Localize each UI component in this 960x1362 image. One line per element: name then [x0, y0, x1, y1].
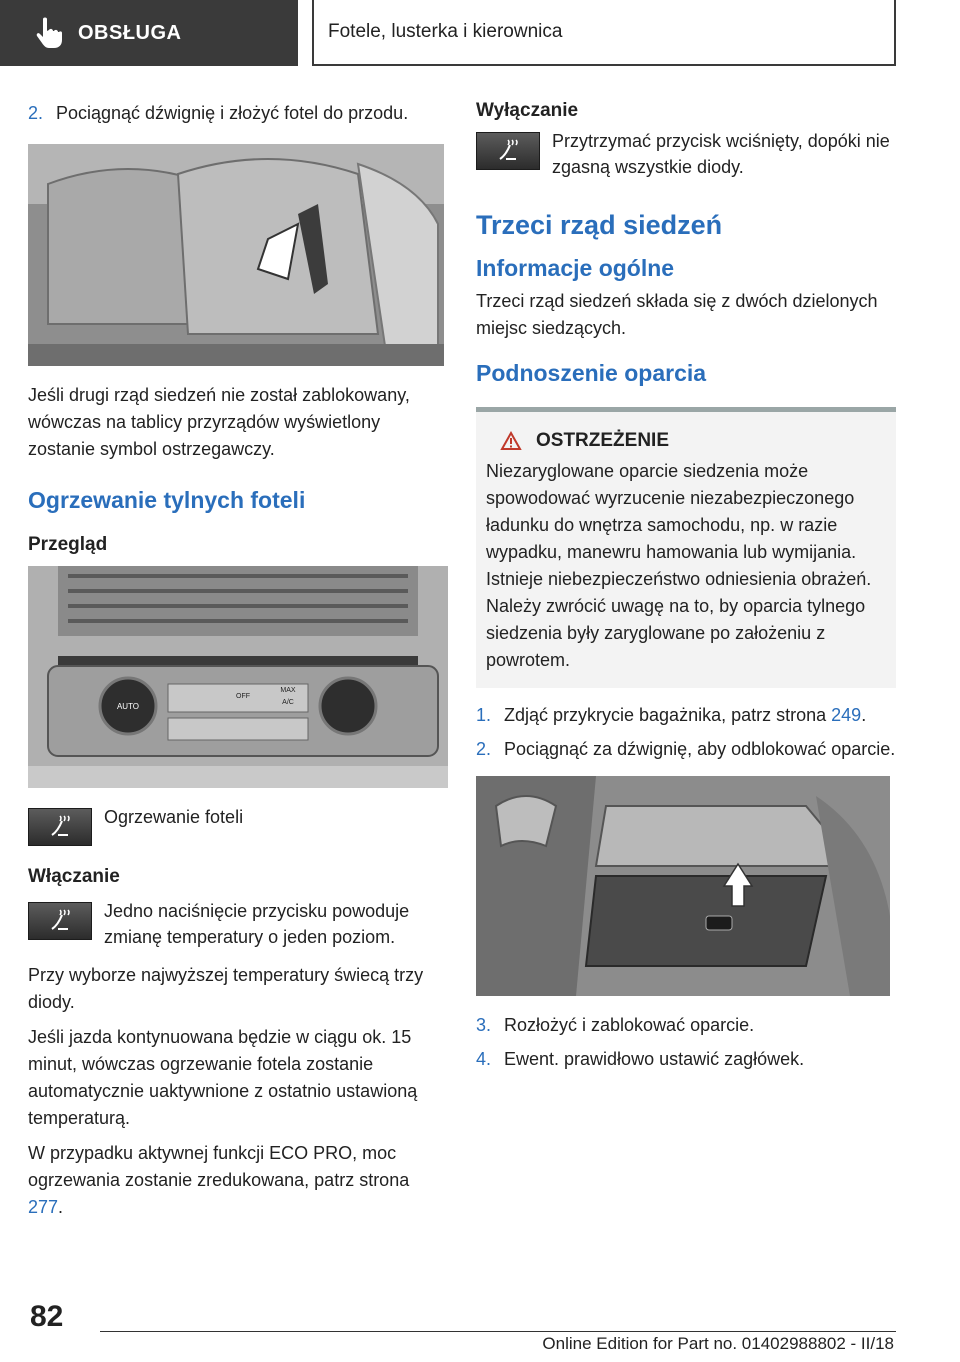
- hand-pointer-icon: [30, 15, 66, 51]
- step-number: 1.: [476, 705, 492, 725]
- left-column: [28, 100, 448, 1229]
- step-text: Pociągnąć za dźwignię, aby odblokować oparcie.: [504, 739, 896, 759]
- seat-heating-icon-row: [28, 804, 448, 846]
- panel-off-label: OFF: [236, 693, 250, 700]
- seat-heating-button-icon: [28, 902, 92, 940]
- seat-heating-button-icon: [476, 132, 540, 170]
- heading-overview: Przegląd: [28, 534, 108, 555]
- warning-title: OSTRZEŻENIE: [536, 430, 670, 451]
- step-item: [476, 736, 896, 762]
- header-section-tab: [0, 0, 298, 66]
- heading-switch-off: Wyłączanie: [476, 100, 579, 121]
- eco-pro-page-link[interactable]: 277: [28, 1197, 59, 1217]
- step-number: 3.: [476, 1015, 492, 1035]
- lock-warning-paragraph: Jeśli drugi rząd siedzeń nie został zablokowany, wówczas na tablicy przyrządów wyświetlony zostanie symbol ostrzegawczy.: [28, 385, 410, 459]
- warning-text: Niezaryglowane oparcie siedzenia może spowodować wyrzucenie niezabezpieczonego ładunku do wnętrza samochodu, np. w razie wypadku, manewru hamowania lub wymijania. Istnieje niebezpieczeństwo odniesienia obrażeń. Należy zwrócić uwagę na to, by oparcia tylnego siedzenia były zaryglowane po założeniu z powrotem.: [486, 461, 872, 670]
- heading-rear-seat-heating: Ogrzewanie tylnych foteli: [28, 487, 306, 513]
- heading-third-row: Trzeci rząd siedzeń: [476, 210, 723, 240]
- page-number: 82: [30, 1300, 64, 1333]
- step-item: [476, 1046, 896, 1072]
- step-number: 2.: [28, 103, 44, 123]
- warning-box: [476, 407, 896, 688]
- step-text: Zdjąć przykrycie bagażnika, patrz strona 249.: [504, 705, 867, 725]
- seat-heating-caption: Ogrzewanie foteli: [104, 807, 244, 827]
- footer-divider: [100, 1331, 896, 1332]
- warning-title-row: [486, 430, 886, 452]
- max-temp-paragraph: Przy wyborze najwyższej temperatury świecą trzy diody.: [28, 965, 424, 1012]
- edition-info: Online Edition for Part no. 01402988802 - II/18: [542, 1334, 894, 1353]
- step-item: [476, 702, 896, 728]
- eco-pro-end: .: [58, 1197, 64, 1217]
- switch-off-icon-row: [476, 128, 896, 180]
- step-item: [28, 100, 448, 126]
- third-row-info-paragraph: Trzeci rząd siedzeń składa się z dwóch dzielonych miejsc siedzących.: [476, 291, 878, 338]
- heading-switch-on: Włączanie: [28, 866, 120, 887]
- step-text: Ewent. prawidłowo ustawić zagłówek.: [504, 1049, 805, 1069]
- switch-on-icon-row: [28, 898, 448, 950]
- step-item: [476, 1012, 896, 1038]
- step-number: 4.: [476, 1049, 492, 1069]
- switch-on-text: Jedno naciśnięcie przycisku powoduje zmianę temperatury o jeden poziom.: [104, 901, 410, 947]
- seat-heating-button-icon: [28, 808, 92, 846]
- chapter-title: Fotele, lusterka i kierownica: [328, 21, 563, 42]
- eco-pro-text: W przypadku aktywnej funkcji ECO PRO, moc ogrzewania zostanie zredukowana, patrz strona: [28, 1143, 410, 1190]
- eco-pro-paragraph: [28, 1140, 448, 1221]
- step-number: 2.: [476, 739, 492, 759]
- trunk-backrest-photo: [476, 776, 890, 996]
- panel-max-label: MAX: [280, 687, 296, 694]
- cover-page-link[interactable]: 249: [831, 705, 862, 725]
- climate-panel-photo: [28, 566, 448, 788]
- drive-continue-paragraph: Jeśli jazda kontynuowana będzie w ciągu ok. 15 minut, wówczas ogrzewanie fotela zostanie automatycznie uaktywnione z ostatnio ustawioną temperaturą.: [28, 1027, 418, 1128]
- heading-raise-backrest: Podnoszenie oparcia: [476, 360, 707, 386]
- step-text: Pociągnąć dźwignię i złożyć fotel do przodu.: [56, 103, 409, 123]
- section-title: OBSŁUGA: [78, 21, 182, 44]
- chapter-tab: [312, 0, 896, 66]
- heading-general-info: Informacje ogólne: [476, 255, 675, 281]
- right-column: [476, 100, 896, 1080]
- seat-fold-photo: [28, 144, 444, 366]
- warning-triangle-icon: [500, 431, 522, 451]
- step-text: Rozłożyć i zablokować oparcie.: [504, 1015, 755, 1035]
- switch-off-text: Przytrzymać przycisk wciśnięty, dopóki nie zgasną wszystkie diody.: [552, 131, 890, 177]
- panel-ac-label: A/C: [282, 699, 294, 706]
- panel-auto-label: AUTO: [116, 702, 140, 711]
